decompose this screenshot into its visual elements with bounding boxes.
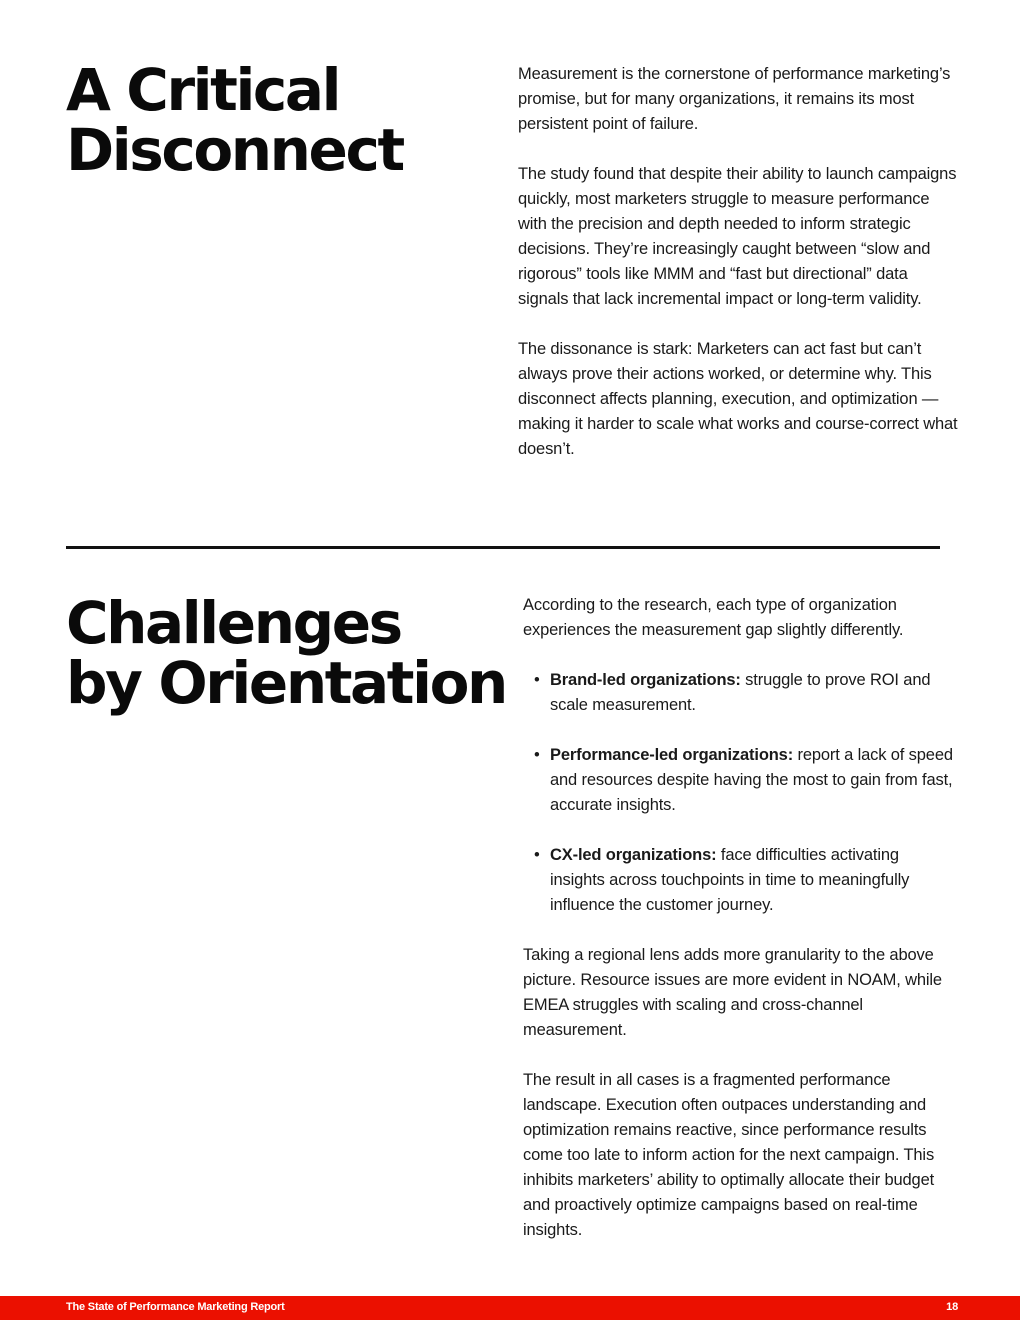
orientation-bullet-list [523, 668, 958, 918]
section-heading-critical-disconnect [66, 56, 403, 184]
section-divider [66, 546, 940, 549]
section-heading-challenges-by-orientation [66, 589, 506, 717]
bullet-icon: • [534, 746, 540, 764]
paragraph: The result in all cases is a fragmented performance landscape. Execution often outpaces understanding and optimization remains reactive, since performance results come too late to inform action for the next campaign. This inhibits marketers’ ability to optimally allocate their budget and proactively optimize campaigns based on real-time insights. [523, 1071, 935, 1239]
bullet-brand-led [523, 668, 958, 718]
heading-line: Disconnect [66, 116, 403, 184]
bullet-text: struggle to prove ROI and scale measurement. [550, 671, 931, 714]
bullet-cx-led [523, 843, 958, 918]
bullet-label: Brand-led organizations: [550, 671, 741, 689]
critical-disconnect-body [518, 62, 958, 462]
heading-line: Challenges [66, 589, 401, 657]
bullet-text: face difficulties activating insights across touchpoints in time to meaningfully influence the customer journey. [550, 846, 910, 914]
heading-line: by Orientation [66, 649, 506, 717]
page-number: 18 [946, 1301, 958, 1313]
footer-bar [0, 1296, 1020, 1320]
paragraph: The study found that despite their ability to launch campaigns quickly, most marketers struggle to measure performance with the precision and depth needed to inform strategic decisions. They’re increasingly caught between “slow and rigorous” tools like MMM and “fast but directional” data signals that lack incremental impact or long-term validity. [518, 165, 957, 308]
bullet-icon: • [534, 846, 540, 864]
bullet-icon: • [534, 671, 540, 689]
intro-paragraph: According to the research, each type of organization experiences the measurement gap slightly differently. [523, 596, 904, 639]
paragraph: Measurement is the cornerstone of performance marketing’s promise, but for many organizations, it remains its most persistent point of failure. [518, 65, 951, 133]
heading-line: A Critical [66, 56, 340, 124]
paragraph: The dissonance is stark: Marketers can act fast but can’t always prove their actions worked, or determine why. This disconnect affects planning, execution, and optimization — making it harder to scale what works and course-correct what doesn’t. [518, 340, 958, 458]
challenges-body [523, 593, 958, 1243]
bullet-label: Performance-led organizations: [550, 746, 794, 764]
bullet-label: CX-led organizations: [550, 846, 717, 864]
bullet-text: report a lack of speed and resources despite having the most to gain from fast, accurate insights. [550, 746, 953, 814]
footer-report-title: The State of Performance Marketing Report [66, 1301, 285, 1313]
bullet-performance-led [523, 743, 958, 818]
paragraph: Taking a regional lens adds more granularity to the above picture. Resource issues are more evident in NOAM, while EMEA struggles with scaling and cross-channel measurement. [523, 946, 942, 1039]
